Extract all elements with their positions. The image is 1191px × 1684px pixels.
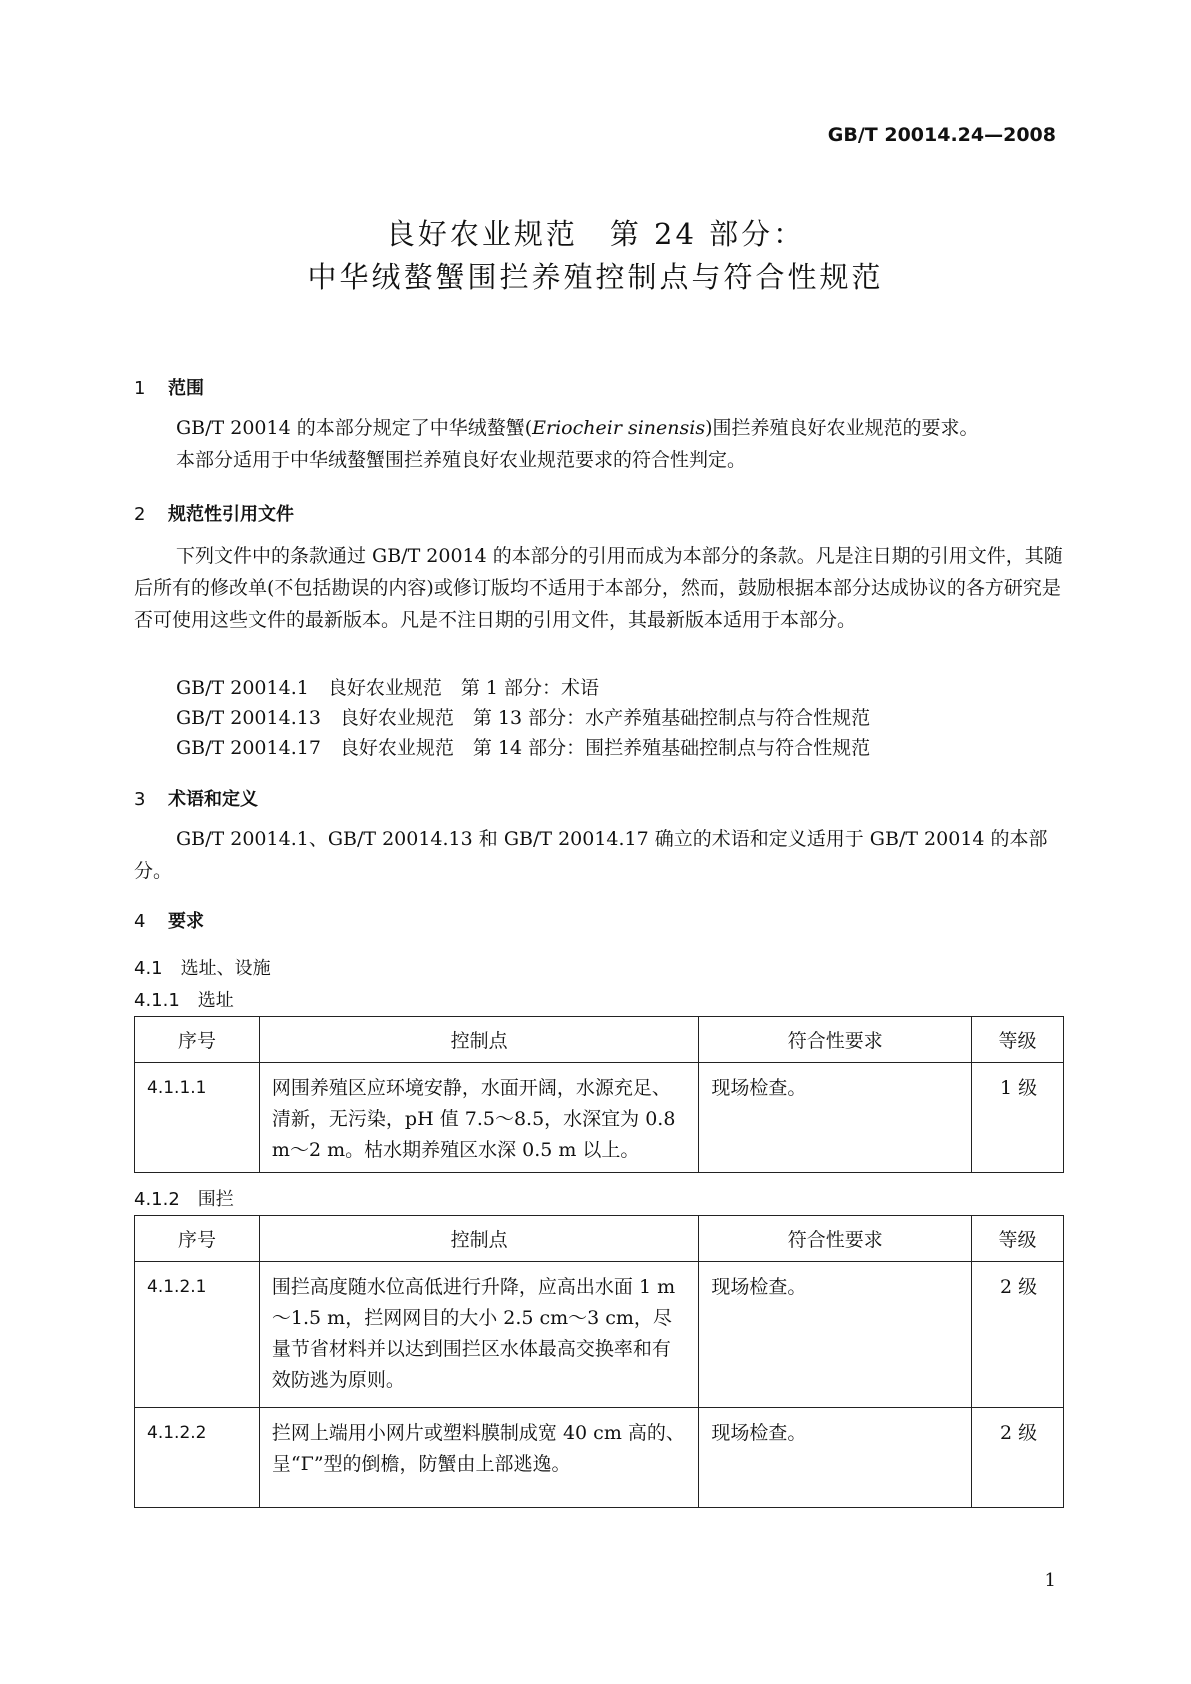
section-2-heading: 2 规范性引用文件 [134,504,294,525]
section-2-intro: 下列文件中的条款通过 GB/T 20014 的本部分的引用而成为本部分的条款。凡是注日期的引用文件，其随后所有的修改单(不包括勘误的内容)或修订版均不适用于本部分，然而，鼓励根据本部分达成协议的各方研究是否可使用这些文件的最新版本。凡是不注日期的引用文件，其最新版本适用于本部分。 [134,545,1063,631]
section-3-heading: 3 术语和定义 [134,789,258,810]
cell-compliance: 现场检查。 [699,1063,972,1173]
header-compliance: 符合性要求 [699,1216,972,1262]
table-row [135,1408,1064,1508]
header-control-point: 控制点 [259,1216,698,1262]
reference-item: GB/T 20014.17 良好农业规范 第 14 部分：围拦养殖基础控制点与符合性规范 [176,737,871,759]
page-title-line-1: 良好农业规范 第 24 部分： [385,217,806,251]
reference-item: GB/T 20014.1 良好农业规范 第 1 部分：术语 [176,677,599,699]
section-number: 1 [134,378,146,399]
subsection-4-1-2-heading: 4.1.2 围拦 [134,1189,234,1210]
section-1-paragraph-1: GB/T 20014 的本部分规定了中华绒螯蟹(Eriocheir sinensis)围拦养殖良好农业规范的要求。 [176,417,979,439]
reference-item: GB/T 20014.13 良好农业规范 第 13 部分：水产养殖基础控制点与符合性规范 [176,707,871,729]
header-control-point: 控制点 [259,1017,698,1063]
table-header-row [135,1216,1064,1262]
section-3-text: GB/T 20014.1、GB/T 20014.13 和 GB/T 20014.17 确立的术语和定义适用于 GB/T 20014 的本部分。 [134,828,1048,882]
cell-control-point: 拦网上端用小网片或塑料膜制成宽 40 cm 高的、呈“Γ”型的倒檐，防蟹由上部逃逸。 [259,1408,698,1508]
table-site-selection [134,1016,1064,1173]
section-4-heading: 4 要求 [134,911,204,932]
subsection-4-1-1-heading: 4.1.1 选址 [134,990,234,1011]
standard-code: GB/T 20014.24—2008 [827,124,1056,146]
cell-compliance: 现场检查。 [699,1408,972,1508]
section-1-heading [134,374,204,400]
section-1-paragraph-2: 本部分适用于中华绒螯蟹围拦养殖良好农业规范要求的符合性判定。 [176,449,747,471]
cell-id: 4.1.2.1 [135,1262,260,1408]
header-compliance: 符合性要求 [699,1017,972,1063]
table-enclosure [134,1215,1064,1508]
cell-level: 1 级 [972,1063,1064,1173]
cell-control-point: 网围养殖区应环境安静，水面开阔，水源充足、清新，无污染，pH 值 7.5～8.5，水深宜为 0.8 m～2 m。枯水期养殖区水深 0.5 m 以上。 [259,1063,698,1173]
cell-level: 2 级 [972,1408,1064,1508]
header-id: 序号 [135,1216,260,1262]
page-title-line-2: 中华绒螯蟹围拦养殖控制点与符合性规范 [307,260,884,294]
table-header-row [135,1017,1064,1063]
species-name: Eriocheir sinensis [532,417,706,439]
cell-compliance: 现场检查。 [699,1262,972,1408]
header-level: 等级 [972,1017,1064,1063]
table-row [135,1063,1064,1173]
cell-level: 2 级 [972,1262,1064,1408]
page-number: 1 [1044,1570,1056,1591]
header-level: 等级 [972,1216,1064,1262]
section-title: 范围 [168,378,204,399]
cell-control-point: 围拦高度随水位高低进行升降，应高出水面 1 m～1.5 m，拦网网目的大小 2.5 cm～3 cm，尽量节省材料并以达到围拦区水体最高交换率和有效防逃为原则。 [259,1262,698,1408]
table-row [135,1262,1064,1408]
cell-id: 4.1.2.2 [135,1408,260,1508]
cell-id: 4.1.1.1 [135,1063,260,1173]
header-id: 序号 [135,1017,260,1063]
subsection-4-1-heading: 4.1 选址、设施 [134,958,271,979]
